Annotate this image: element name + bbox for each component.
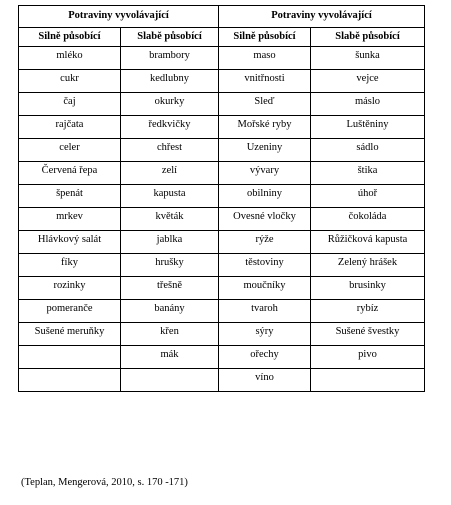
group-header-cell: Potraviny vyvolávající bbox=[219, 6, 425, 28]
table-row bbox=[19, 346, 425, 369]
table-cell: vnitřnosti bbox=[219, 70, 311, 93]
table-cell: moučníky bbox=[219, 277, 311, 300]
table-cell: Zelený hrášek bbox=[311, 254, 425, 277]
table-cell: Sušené švestky bbox=[311, 323, 425, 346]
table-cell: pomeranče bbox=[19, 300, 121, 323]
table-cell: pivo bbox=[311, 346, 425, 369]
table-cell: rybíz bbox=[311, 300, 425, 323]
group-header-row bbox=[19, 6, 425, 28]
table-cell: okurky bbox=[121, 93, 219, 116]
table-row bbox=[19, 162, 425, 185]
table-row bbox=[19, 47, 425, 70]
column-header-cell: Silně působící bbox=[219, 28, 311, 47]
table-row bbox=[19, 185, 425, 208]
column-header-cell: Slabě působící bbox=[121, 28, 219, 47]
table-cell bbox=[311, 369, 425, 392]
table-cell: Ovesné vločky bbox=[219, 208, 311, 231]
table-cell: máslo bbox=[311, 93, 425, 116]
table-cell: těstoviny bbox=[219, 254, 311, 277]
table-cell: kedlubny bbox=[121, 70, 219, 93]
column-header-cell: Slabě působící bbox=[311, 28, 425, 47]
food-table bbox=[18, 5, 425, 392]
table-cell: hrušky bbox=[121, 254, 219, 277]
table-cell: brambory bbox=[121, 47, 219, 70]
table-row bbox=[19, 116, 425, 139]
table-cell: cukr bbox=[19, 70, 121, 93]
table-cell: čokoláda bbox=[311, 208, 425, 231]
table-cell: mrkev bbox=[19, 208, 121, 231]
table-cell: sýry bbox=[219, 323, 311, 346]
table-cell: jablka bbox=[121, 231, 219, 254]
table-cell: Růžičková kapusta bbox=[311, 231, 425, 254]
table-row bbox=[19, 254, 425, 277]
table-cell: celer bbox=[19, 139, 121, 162]
table-cell: brusinky bbox=[311, 277, 425, 300]
table-cell: Hlávkový salát bbox=[19, 231, 121, 254]
group-header-cell: Potraviny vyvolávající bbox=[19, 6, 219, 28]
table-cell: vývary bbox=[219, 162, 311, 185]
table-cell: křen bbox=[121, 323, 219, 346]
table-row bbox=[19, 231, 425, 254]
table-row bbox=[19, 70, 425, 93]
table-cell: rýže bbox=[219, 231, 311, 254]
table-cell: květák bbox=[121, 208, 219, 231]
table-cell: víno bbox=[219, 369, 311, 392]
table-cell bbox=[19, 346, 121, 369]
table-cell: čaj bbox=[19, 93, 121, 116]
citation: (Teplan, Mengerová, 2010, s. 170 -171) bbox=[21, 477, 188, 488]
table-cell: štika bbox=[311, 162, 425, 185]
table-cell: ředkvičky bbox=[121, 116, 219, 139]
table-cell: třešně bbox=[121, 277, 219, 300]
table-row bbox=[19, 323, 425, 346]
table-cell: Sušené meruňky bbox=[19, 323, 121, 346]
table-row bbox=[19, 139, 425, 162]
table-cell: chřest bbox=[121, 139, 219, 162]
table-cell: špenát bbox=[19, 185, 121, 208]
table-cell: banány bbox=[121, 300, 219, 323]
table-cell: rajčata bbox=[19, 116, 121, 139]
table-cell: rozinky bbox=[19, 277, 121, 300]
table-cell: ořechy bbox=[219, 346, 311, 369]
table-cell: Mořské ryby bbox=[219, 116, 311, 139]
table-cell: sádlo bbox=[311, 139, 425, 162]
table-cell: zelí bbox=[121, 162, 219, 185]
column-header-cell: Silně působící bbox=[19, 28, 121, 47]
table-cell: tvaroh bbox=[219, 300, 311, 323]
table-cell: vejce bbox=[311, 70, 425, 93]
table-cell: úhoř bbox=[311, 185, 425, 208]
table-cell: mléko bbox=[19, 47, 121, 70]
table-row bbox=[19, 369, 425, 392]
table-cell: Luštěniny bbox=[311, 116, 425, 139]
table-cell: mák bbox=[121, 346, 219, 369]
table-row bbox=[19, 300, 425, 323]
table-cell: Uzeniny bbox=[219, 139, 311, 162]
column-header-row bbox=[19, 28, 425, 47]
table-cell: kapusta bbox=[121, 185, 219, 208]
table-cell bbox=[121, 369, 219, 392]
table-cell: Červená řepa bbox=[19, 162, 121, 185]
table-row bbox=[19, 208, 425, 231]
table-cell: Sleď bbox=[219, 93, 311, 116]
table-cell bbox=[19, 369, 121, 392]
table-cell: šunka bbox=[311, 47, 425, 70]
table-row bbox=[19, 277, 425, 300]
table-cell: fíky bbox=[19, 254, 121, 277]
table-row bbox=[19, 93, 425, 116]
table-cell: obilniny bbox=[219, 185, 311, 208]
table-cell: maso bbox=[219, 47, 311, 70]
